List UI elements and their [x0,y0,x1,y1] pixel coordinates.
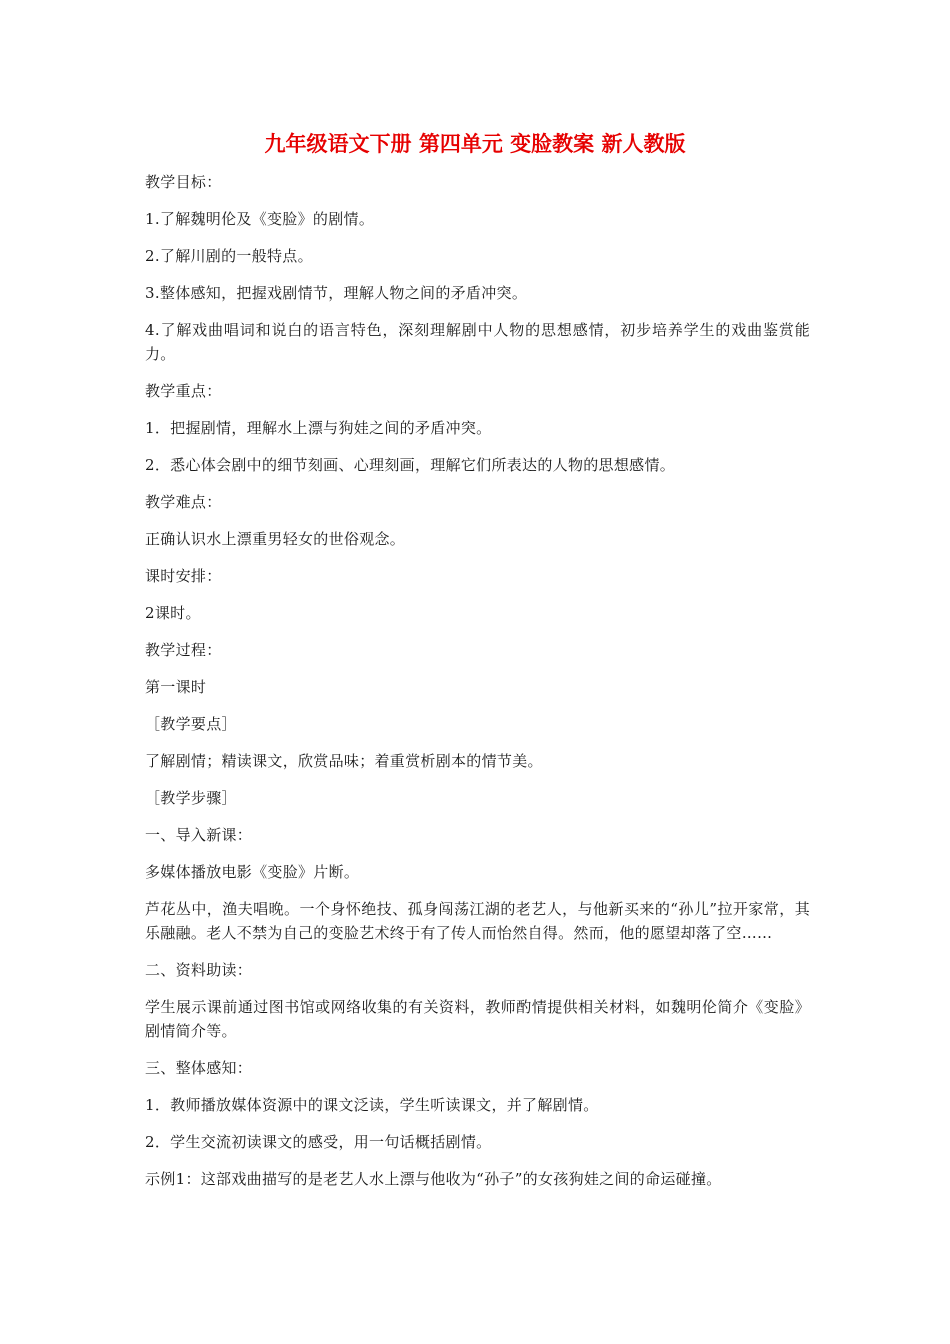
paragraph: 2.了解川剧的一般特点。 [145,247,313,265]
paragraph: 示例1：这部戏曲描写的是老艺人水上漂与他收为“孙子”的女孩狗娃之间的命运碰撞。 [145,1170,722,1188]
paragraph: 1．教师播放媒体资源中的课文泛读，学生听读课文，并了解剧情。 [145,1096,599,1114]
document-title: 九年级语文下册 第四单元 变脸教案 新人教版 [264,132,686,156]
paragraph: 了解剧情；精读课文，欣赏品味；着重赏析剧本的情节美。 [145,752,543,770]
paragraph: 1．把握剧情，理解水上漂与狗娃之间的矛盾冲突。 [145,419,492,437]
paragraph: 教学目标： [145,173,222,191]
paragraph: 教学过程： [145,641,222,659]
paragraph: 课时安排： [145,567,222,585]
paragraph: 2．悉心体会剧中的细节刻画、心理刻画，理解它们所表达的人物的思想感情。 [145,456,676,474]
paragraph: 学生展示课前通过图书馆或网络收集的有关资料，教师酌情提供相关材料，如魏明伦简介《变脸》剧情简介等。 [145,998,810,1040]
paragraph: 多媒体播放电影《变脸》片断。 [145,863,360,881]
paragraph: 二、资料助读： [145,961,253,979]
paragraph: 第一课时 [145,678,207,696]
paragraph: 教学难点： [145,493,222,511]
paragraph: 1.了解魏明伦及《变脸》的剧情。 [145,210,375,228]
paragraph: 2课时。 [145,604,201,622]
paragraph: ［教学要点］ [145,715,237,733]
paragraph: 教学重点： [145,382,222,400]
paragraph: 三、整体感知： [145,1059,253,1077]
paragraph: ［教学步骤］ [145,789,237,807]
paragraph: 芦花丛中，渔夫唱晚。一个身怀绝技、孤身闯荡江湖的老艺人，与他新买来的“孙儿”拉开家常，其乐融融。老人不禁为自己的变脸艺术终于有了传人而怡然自得。然而，他的愿望却落了空…… [145,900,810,942]
paragraph: 4.了解戏曲唱词和说白的语言特色，深刻理解剧中人物的思想感情，初步培养学生的戏曲鉴赏能力。 [145,321,810,363]
document-body [145,170,810,1204]
paragraph: 正确认识水上漂重男轻女的世俗观念。 [145,530,406,548]
paragraph: 2．学生交流初读课文的感受，用一句话概括剧情。 [145,1133,492,1151]
paragraph: 3.整体感知，把握戏剧情节，理解人物之间的矛盾冲突。 [145,284,528,302]
paragraph: 一、导入新课： [145,826,253,844]
